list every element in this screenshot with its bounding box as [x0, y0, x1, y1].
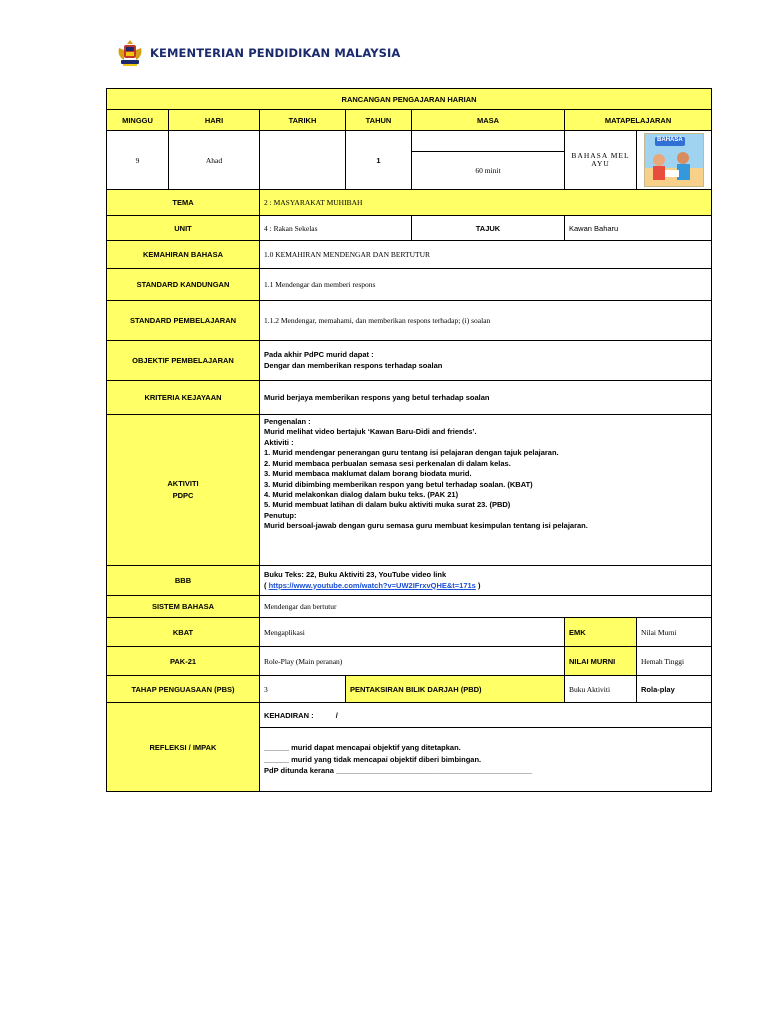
masa-empty-cell — [412, 131, 565, 152]
value-tarikh — [260, 131, 346, 190]
value-tahun: 1 — [346, 131, 412, 190]
label-kbat: KBAT — [107, 618, 260, 647]
aktiviti-line: 4. Murid melakonkan dialog dalam buku teks. (PAK 21) — [264, 489, 459, 499]
value-kriteria: Murid berjaya memberikan respons yang betul terhadap soalan — [260, 381, 712, 415]
label-tahap-penguasaan: TAHAP PENGUASAAN (PBS) — [107, 676, 260, 703]
value-masa: 60 minit — [412, 152, 565, 190]
aktiviti-line: 3. Murid dibimbing memberikan respon yang betul terhadap soalan. (KBAT) — [264, 479, 533, 489]
label-objektif: OBJEKTIF PEMBELAJARAN — [107, 341, 260, 381]
bbb-line-1: Buku Teks: 22, Buku Aktiviti 23, YouTube video link — [264, 570, 447, 580]
label-kemahiran-bahasa: KEMAHIRAN BAHASA — [107, 241, 260, 269]
aktiviti-line: 5. Murid membuat latihan di dalam buku aktiviti muka surat 23. (PBD) — [264, 500, 511, 510]
label-pak21: PAK-21 — [107, 647, 260, 676]
aktiviti-line: 2. Murid membaca perbualan semasa sesi perkenalan di dalam kelas. — [264, 458, 511, 468]
value-standard-pembelajaran: 1.1.2 Mendengar, memahami, dan memberikan respons terhadap; (i) soalan — [260, 301, 712, 341]
label-bbb: BBB — [107, 566, 260, 596]
objektif-line-1: Pada akhir PdPC murid dapat : — [264, 350, 374, 360]
label-standard-pembelajaran: STANDARD PEMBELAJARAN — [107, 301, 260, 341]
page-header — [116, 38, 400, 68]
col-header-minggu: MINGGU — [107, 110, 169, 131]
lesson-plan-table — [106, 88, 712, 792]
value-tema: 2 : MASYARAKAT MUHIBAH — [260, 190, 712, 216]
value-hari: Ahad — [169, 131, 260, 190]
pdpc-label: PDPC — [172, 491, 194, 500]
label-nilai-murni: NILAI MURNI — [565, 647, 637, 676]
value-kehadiran — [260, 703, 712, 728]
col-header-tahun: TAHUN — [346, 110, 412, 131]
youtube-link[interactable]: https://www.youtube.com/watch?v=UW2IFrxvQHE&t=171s — [268, 580, 476, 590]
objektif-line-2: Dengar dan memberikan respons terhadap soalan — [264, 360, 443, 370]
value-aktiviti — [260, 415, 712, 566]
textbook-image-cell — [637, 131, 712, 190]
aktiviti-line: 3. Murid membaca maklumat dalam borang biodata murid. — [264, 469, 472, 479]
ministry-name: KEMENTERIAN PENDIDIKAN MALAYSIA — [150, 46, 401, 60]
value-kemahiran-bahasa: 1.0 KEMAHIRAN MENDENGAR DAN BERTUTUR — [260, 241, 712, 269]
kehadiran-separator: / — [335, 710, 338, 720]
refleksi-line-2: ______ murid yang tidak mencapai objektif diberi bimbingan. — [264, 754, 482, 764]
value-sistem-bahasa: Mendengar dan bertutur — [260, 596, 712, 618]
refleksi-line-1: ______ murid dapat mencapai objektif yang ditetapkan. — [264, 743, 461, 753]
value-standard-kandungan: 1.1 Mendengar dan memberi respons — [260, 269, 712, 301]
value-objektif — [260, 341, 712, 381]
aktiviti-line: Aktiviti : — [264, 437, 294, 447]
value-bbb — [260, 566, 712, 596]
col-header-matapelajaran: MATAPELAJARAN — [565, 110, 712, 131]
value-pak21: Role-Play (Main peranan) — [260, 647, 565, 676]
value-matapelajaran: BAHASA MELAYU — [565, 131, 637, 190]
col-header-tarikh: TARIKH — [260, 110, 346, 131]
bbb-line-2 — [264, 581, 707, 591]
label-unit: UNIT — [107, 216, 260, 241]
bbb-link-close: ) — [475, 580, 481, 590]
textbook-cover-icon — [644, 133, 704, 187]
value-pbd: Buku Aktiviti — [565, 676, 637, 703]
value-nilai-murni: Hemah Tinggi — [637, 647, 712, 676]
label-standard-kandungan: STANDARD KANDUNGAN — [107, 269, 260, 301]
aktiviti-line: Murid melihat video bertajuk ‘Kawan Baru-Didi and friends’. — [264, 427, 477, 437]
label-refleksi: REFLEKSI / IMPAK — [107, 703, 260, 792]
aktiviti-label: AKTIVITI — [167, 479, 199, 488]
col-header-masa: MASA — [412, 110, 565, 131]
col-header-hari: HARI — [169, 110, 260, 131]
table-title: RANCANGAN PENGAJARAN HARIAN — [107, 89, 712, 110]
kehadiran-label: KEHADIRAN : — [264, 710, 314, 720]
malaysia-crest-icon — [116, 38, 144, 68]
label-emk: EMK — [565, 618, 637, 647]
aktiviti-line: Penutup: — [264, 510, 297, 520]
value-kbat: Mengaplikasi — [260, 618, 565, 647]
refleksi-line-3: PdP ditunda kerana _______________________________________________ — [264, 766, 533, 776]
label-pbd: PENTAKSIRAN BILIK DARJAH (PBD) — [346, 676, 565, 703]
label-sistem-bahasa: SISTEM BAHASA — [107, 596, 260, 618]
value-pbd-method: Rola-play — [637, 676, 712, 703]
label-aktiviti — [107, 415, 260, 566]
value-tajuk: Kawan Baharu — [565, 216, 712, 241]
aktiviti-line: 1. Murid mendengar penerangan guru tentang isi pelajaran dengan tajuk pelajaran. — [264, 448, 559, 458]
value-tahap-penguasaan: 3 — [260, 676, 346, 703]
label-tema: TEMA — [107, 190, 260, 216]
label-tajuk: TAJUK — [412, 216, 565, 241]
book-cover-title: BAHASA — [657, 137, 683, 143]
aktiviti-line: Murid bersoal-jawab dengan guru semasa guru membuat kesimpulan tentang isi pelajaran. — [264, 521, 588, 531]
bbb-link-open: ( — [264, 580, 269, 590]
value-emk: Nilai Murni — [637, 618, 712, 647]
value-minggu: 9 — [107, 131, 169, 190]
aktiviti-line: Pengenalan : — [264, 417, 311, 426]
label-kriteria: KRITERIA KEJAYAAN — [107, 381, 260, 415]
value-unit: 4 : Rakan Sekelas — [260, 216, 412, 241]
value-refleksi — [260, 728, 712, 792]
